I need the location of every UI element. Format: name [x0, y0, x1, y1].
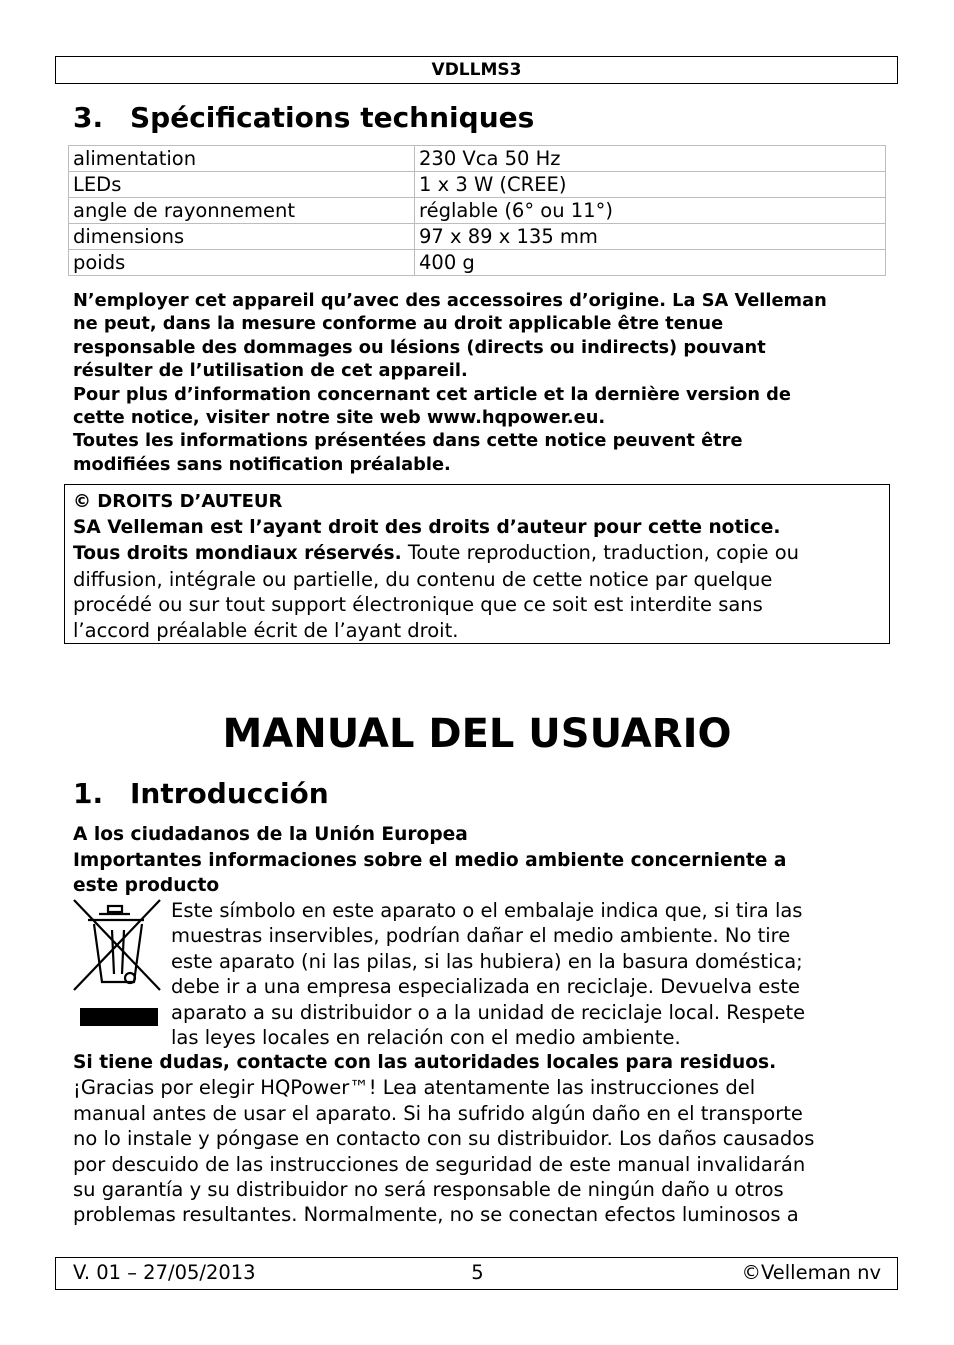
table-row — [69, 250, 886, 276]
spec-label: angle de rayonnement — [69, 198, 415, 224]
table-row — [69, 198, 886, 224]
spec-label: alimentation — [69, 146, 415, 172]
page-footer — [55, 1257, 898, 1290]
section-number: 3. — [73, 101, 104, 134]
section-title: Introducción — [130, 777, 329, 810]
specs-table — [68, 145, 886, 276]
table-row — [69, 146, 886, 172]
copyright-text-line: l’accord préalable écrit de l’ayant droit. — [73, 618, 459, 642]
spec-value: 97 x 89 x 135 mm — [415, 224, 886, 250]
section-title: Spécifications techniques — [130, 101, 535, 134]
doubt-line: Si tiene dudas, contacte con las autoridades locales para residuos. — [73, 1052, 777, 1073]
weee-line: muestras inservibles, podrían dañar el medio ambiente. No tire — [171, 924, 791, 948]
env-heading-line: Importantes informaciones sobre el medio ambiente concerniente a — [73, 849, 787, 871]
spec-label: poids — [69, 250, 415, 276]
weee-line: aparato a su distribuidor o a la unidad de reciclaje local. Respete — [171, 1000, 806, 1024]
notice-line: N’employer cet appareil qu’avec des accessoires d’origine. La SA Velleman — [73, 290, 827, 311]
eu-heading-block — [73, 822, 888, 899]
notice-line: résulter de l’utilisation de cet appareil. — [73, 360, 468, 382]
crossed-out-wheelie-bin-icon — [72, 898, 162, 1030]
notice-line: cette notice, visiter notre site web www.hqpower.eu. — [73, 407, 606, 429]
intro-body — [73, 1050, 888, 1228]
body-line: su garantía y su distribuidor no será responsable de ningún daño u otros — [73, 1178, 784, 1202]
manual-title: MANUAL DEL USUARIO — [222, 711, 732, 757]
version-date: V. 01 – 27/05/2013 — [73, 1261, 256, 1284]
rights-continuation-text: Toute reproduction, traduction, copie ou — [401, 541, 800, 564]
body-line: no lo instale y póngase en contacto con su distribuidor. Los daños causados — [73, 1127, 815, 1151]
copyright-box — [64, 484, 890, 644]
spec-value: 400 g — [415, 250, 886, 276]
page-header — [55, 56, 898, 84]
copyright-owner-line: SA Velleman est l’ayant droit des droits d’auteur pour cette notice. — [73, 516, 781, 538]
section-heading-specs — [73, 101, 534, 135]
notice-line: Toutes les informations présentées dans cette notice peuvent être — [73, 430, 743, 452]
copyright-heading: © DROITS D’AUTEUR — [73, 491, 283, 512]
body-line: manual antes de usar el aparato. Si ha sufrido algún daño en el transporte — [73, 1101, 803, 1125]
body-line: ¡Gracias por elegir HQPower™! Lea atentamente las instrucciones del — [73, 1076, 756, 1100]
page-number: 5 — [471, 1261, 484, 1284]
table-row — [69, 172, 886, 198]
notice-line: modifiées sans notification préalable. — [73, 453, 451, 475]
spec-value: réglable (6° ou 11°) — [415, 198, 886, 224]
weee-line: este aparato (ni las pilas, si las hubiera) en la basura doméstica; — [171, 949, 803, 973]
weee-line: debe ir a una empresa especializada en reciclaje. Devuelva este — [171, 975, 801, 999]
notice-line: responsable des dommages ou lésions (directs ou indirects) pouvant — [73, 336, 766, 358]
spec-label: dimensions — [69, 224, 415, 250]
copyright-text-line: procédé ou sur tout support électronique que ce soit est interdite sans — [73, 593, 763, 616]
notice-paragraph — [73, 289, 888, 476]
rights-reserved-text: Tous droits mondiaux réservés. — [73, 543, 402, 564]
body-line: por descuido de las instrucciones de seguridad de este manual invalidarán — [73, 1152, 806, 1176]
notice-line: Pour plus d’information concernant cet article et la dernière version de — [73, 383, 791, 405]
copyright-rights-line — [73, 540, 885, 567]
eu-heading: A los ciudadanos de la Unión Europea — [73, 824, 468, 845]
env-heading-line: este producto — [73, 875, 220, 896]
spec-value: 230 Vca 50 Hz — [415, 146, 886, 172]
section-heading-intro — [73, 777, 329, 811]
weee-description — [171, 898, 886, 1050]
notice-line: ne peut, dans la mesure conforme au droit applicable être tenue — [73, 313, 724, 335]
model-number: VDLLMS3 — [431, 60, 522, 80]
footer-copyright: ©Velleman nv — [741, 1261, 881, 1284]
body-line: problemas resultantes. Normalmente, no se conectan efectos luminosos a — [73, 1203, 799, 1227]
table-row — [69, 224, 886, 250]
weee-line: las leyes locales en relación con el medio ambiente. — [171, 1026, 681, 1050]
spec-value: 1 x 3 W (CREE) — [415, 172, 886, 198]
section-number: 1. — [73, 777, 104, 810]
spec-label: LEDs — [69, 172, 415, 198]
weee-line: Este símbolo en este aparato o el embalaje indica que, si tira las — [171, 899, 803, 922]
copyright-text-line: diffusion, intégrale ou partielle, du contenu de cette notice par quelque — [73, 567, 773, 591]
